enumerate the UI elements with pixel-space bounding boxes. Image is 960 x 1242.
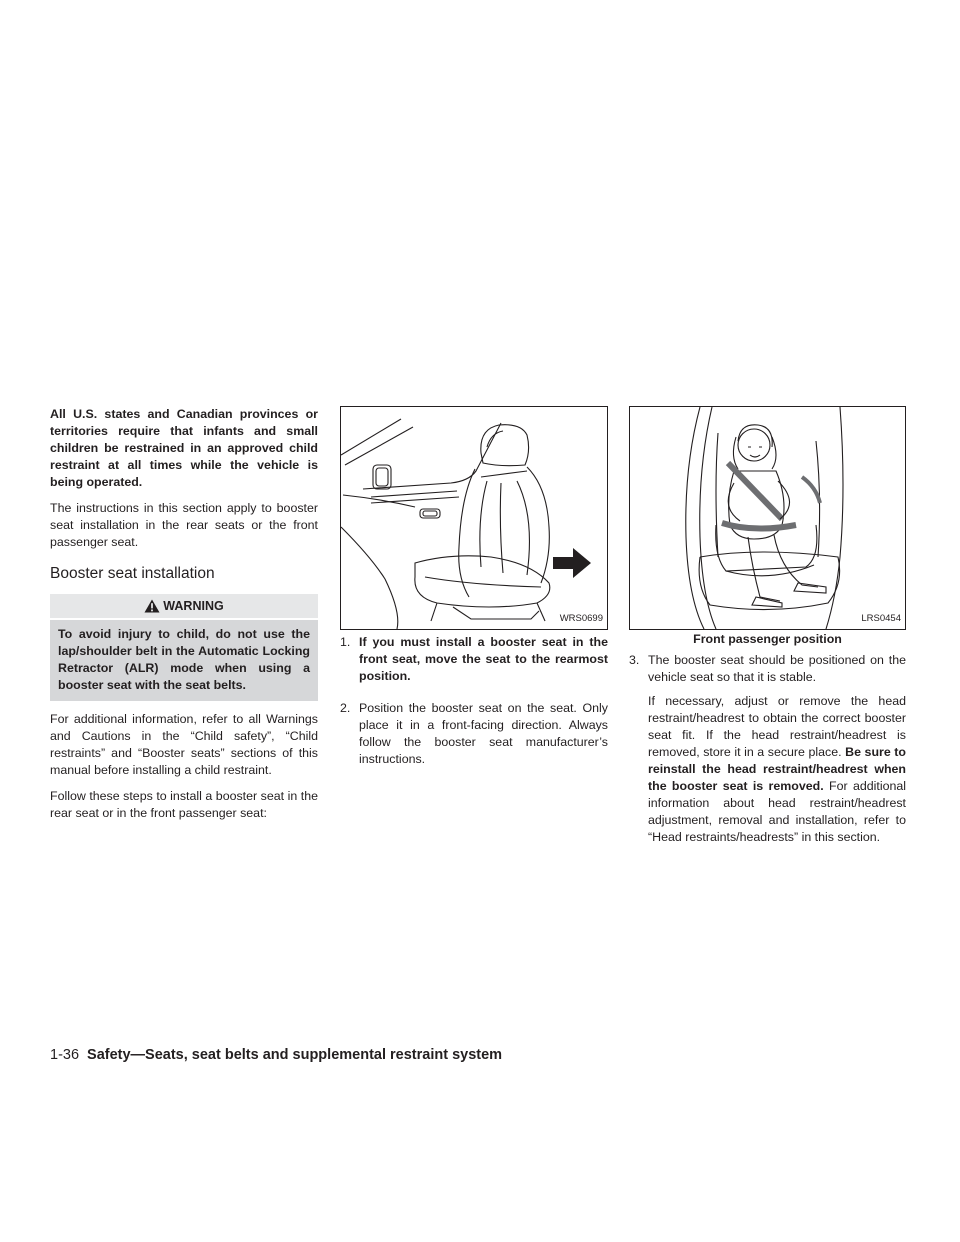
step-number: 1. (340, 635, 351, 649)
figure-caption: Front passenger position (693, 632, 842, 646)
step-3-detail (648, 693, 906, 846)
step-text: The booster seat should be positioned on the vehicle seat so that it is stable. (648, 653, 906, 684)
front-seat-illustration (341, 407, 607, 629)
section-heading: Booster seat installation (50, 565, 215, 582)
step-text: Position the booster seat on the seat. Only place it in a front-facing direction. Always follow the booster seat manufacturer’s instructions. (359, 701, 608, 766)
step-3-detail-a: If necessary, adjust or remove the head restraint/headrest to obtain the correct booster seat fit. If the head restraint/headrest is removed, store it in a secure place. (648, 694, 906, 759)
follow-steps-paragraph: Follow these steps to install a booster seat in the rear seat or in the front passenger seat: (50, 789, 318, 820)
page-footer (50, 1047, 502, 1063)
warning-text: To avoid injury to child, do not use the lap/shoulder belt in the Automatic Locking Retractor (ALR) mode when using a booster seat with the seat belts. (58, 627, 310, 692)
figure-code: WRS0699 (559, 613, 603, 624)
warning-box (50, 594, 318, 701)
figure-front-seat (340, 406, 608, 630)
step-number: 3. (629, 653, 640, 667)
step-3 (629, 652, 906, 853)
child-booster-seat-illustration (630, 407, 905, 629)
warning-triangle-icon (144, 599, 160, 613)
figure-front-passenger (629, 406, 906, 630)
step-2 (340, 700, 608, 775)
step-3-detail-b: For additional information about head restraint/headrest adjustment, removal and installation, refer to “Head restraints/headrests” in this section. (648, 779, 906, 844)
step-text: If you must install a booster seat in the front seat, move the seat to the rearmost position. (359, 635, 608, 683)
warning-title: WARNING (163, 598, 224, 613)
column-left (50, 406, 318, 831)
intro-paragraph: The instructions in this section apply to booster seat installation in the rear seats or the front passenger seat. (50, 501, 318, 549)
page-number: 1-36 (50, 1047, 80, 1063)
column-middle (340, 406, 608, 783)
intro-bold-paragraph: All U.S. states and Canadian provinces or territories require that infants and small children be restrained in an approved child restraint at all times while the vehicle is being operated. (50, 407, 318, 489)
additional-info-paragraph: For additional information, refer to all Warnings and Cautions in the “Child safety”, “Child restraints” and “Booster seats” sections of this manual before installing a child restraint. (50, 712, 318, 777)
step-1 (340, 634, 608, 692)
warning-header (50, 594, 318, 620)
step-3-detail-bold: Be sure to reinstall the head restraint/headrest when the booster seat is removed. (648, 745, 906, 793)
figure-code: LRS0454 (861, 613, 901, 624)
step-number: 2. (340, 701, 351, 715)
chapter-title: Safety—Seats, seat belts and supplemental restraint system (87, 1047, 503, 1063)
column-right (629, 406, 906, 861)
